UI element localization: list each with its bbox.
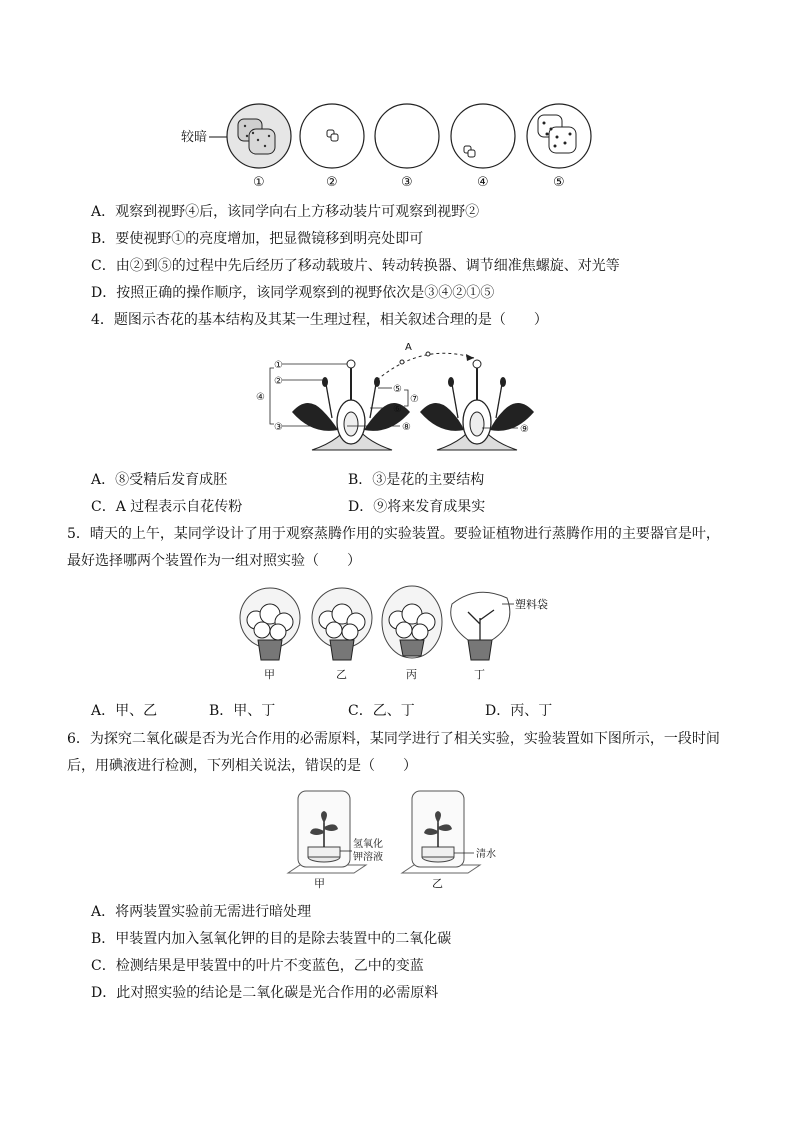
q6-option-c: C．检测结果是甲装置中的叶片不变蓝色，乙中的变蓝 — [91, 958, 424, 974]
q3-option-d: D．按照正确的操作顺序，该同学观察到的视野依次是③④②①⑤ — [91, 285, 495, 301]
q5-option-c: C．乙、丁 — [348, 703, 415, 719]
q6-option-d: D．此对照实验的结论是二氧化碳是光合作用的必需原料 — [91, 985, 439, 1001]
q5-stem-line1: 5．晴天的上午，某同学设计了用于观察蒸腾作用的实验装置。要验证植物进行蒸腾作用的主要器官是叶， — [67, 526, 720, 542]
field-view-1 — [227, 104, 291, 168]
q5-stem-line2: 最好选择哪两个装置作为一组对照实验（ ） — [67, 553, 361, 569]
q4-option-b: B．③是花的主要结构 — [348, 472, 485, 488]
setup-bing — [382, 586, 442, 681]
field-view-2 — [300, 104, 364, 168]
setup-yi — [312, 588, 372, 681]
koh-label-line1: 氢氧化 — [353, 839, 383, 850]
dark-label: 较暗 — [181, 130, 208, 145]
setup-label-bing: 丙 — [406, 668, 417, 681]
jar-yi — [402, 791, 496, 890]
setup-label-jia: 甲 — [264, 668, 275, 681]
right-flower — [420, 360, 534, 450]
flower-label-5: ⑤ — [393, 384, 402, 395]
q4-option-c: C．A 过程表示自花传粉 — [91, 499, 243, 515]
setup-ding — [451, 592, 548, 681]
setup-jia — [240, 588, 300, 681]
flower-label-6: ⑥ — [393, 404, 402, 415]
q6-stem-line2: 后，用碘液进行检测，下列相关说法，错误的是（ ） — [67, 758, 417, 774]
field-view-4 — [451, 104, 515, 168]
water-label: 清水 — [476, 849, 496, 860]
q6-option-a: A．将两装置实验前无需进行暗处理 — [91, 904, 312, 920]
flower-label-7: ⑦ — [410, 394, 419, 405]
jar-label-jia: 甲 — [314, 877, 325, 890]
jar-jia — [288, 791, 383, 890]
process-a-label: A — [405, 342, 412, 353]
q3-option-a: A．观察到视野④后，该同学向右上方移动装片可观察到视野② — [91, 204, 480, 220]
photosynthesis-setup-figure — [284, 785, 514, 895]
q4-stem: 4．题图示杏花的基本结构及其某一生理过程，相关叙述合理的是（ ） — [91, 312, 548, 328]
field-view-5 — [527, 104, 591, 168]
field-view-3 — [375, 104, 439, 168]
q6-stem-line1: 6．为探究二氧化碳是否为光合作用的必需原料，某同学进行了相关实验，实验装置如下图所示，一段时间 — [67, 731, 720, 747]
flower-label-8: ⑧ — [402, 422, 411, 433]
flower-label-3: ③ — [274, 422, 283, 433]
field-label-3: ③ — [401, 175, 413, 190]
q5-option-d: D．丙、丁 — [485, 703, 553, 719]
field-label-5: ⑤ — [553, 175, 565, 190]
q5-option-a: A．甲、乙 — [91, 703, 158, 719]
field-label-1: ① — [253, 175, 265, 190]
koh-label-line2: 钾溶液 — [353, 852, 383, 863]
q4-option-a: A．⑧受精后发育成胚 — [91, 472, 228, 488]
q6-option-b: B．甲装置内加入氢氧化钾的目的是除去装置中的二氧化碳 — [91, 931, 452, 947]
q3-option-b: B．要使视野①的亮度增加，把显微镜移到明亮处即可 — [91, 231, 424, 247]
q4-option-d: D．⑨将来发育成果实 — [348, 499, 486, 515]
setup-label-ding: 丁 — [474, 668, 485, 681]
flower-label-4: ④ — [256, 392, 265, 403]
flower-label-1: ① — [274, 360, 283, 371]
field-label-2: ② — [326, 175, 338, 190]
q3-option-c: C．由②到⑤的过程中先后经历了移动载玻片、转动转换器、调节细准焦螺旋、对光等 — [91, 258, 620, 274]
flower-label-9: ⑨ — [520, 424, 529, 435]
apricot-flower-figure — [252, 340, 552, 460]
jar-label-yi: 乙 — [432, 877, 443, 890]
plastic-bag-label: 塑料袋 — [515, 598, 548, 611]
q5-option-b: B．甲、丁 — [209, 703, 276, 719]
setup-label-yi: 乙 — [336, 668, 347, 681]
field-label-4: ④ — [477, 175, 489, 190]
flower-label-2: ② — [274, 376, 283, 387]
microscope-fields-figure — [175, 96, 605, 196]
transpiration-setup-figure — [232, 584, 562, 684]
